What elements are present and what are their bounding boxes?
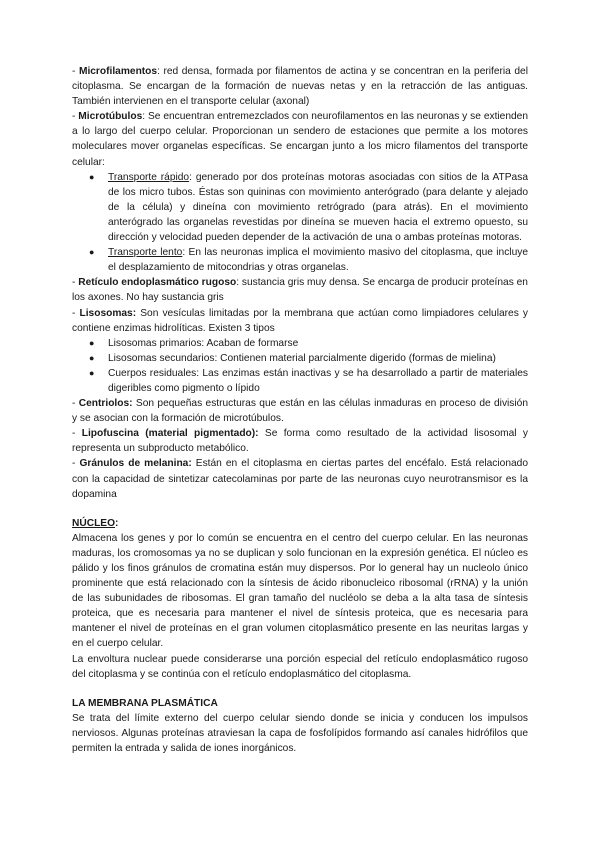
microfilamentos-term: Microfilamentos xyxy=(78,66,158,77)
membrana-heading: LA MEMBRANA PLASMÁTICA xyxy=(72,697,218,709)
bullet-icon: ● xyxy=(89,247,95,258)
lisosomas-list xyxy=(72,336,528,396)
bullet-icon: ● xyxy=(89,352,95,363)
bullet-icon: ● xyxy=(89,367,95,378)
list-item: ● Lisosomas secundarios: Contienen material parcialmente digerido (formas de mielina) xyxy=(72,351,528,366)
reticulo-term: Retículo endoplasmático rugoso xyxy=(78,277,237,289)
document-page xyxy=(72,64,528,756)
lisosomas-term: Lisosomas: xyxy=(79,307,137,319)
microtubulos-term: Microtúbulos xyxy=(78,111,143,123)
microtubulos-paragraph: - Microtúbulos: Se encuentran entremezclados con neurofilamentos en las neuronas y se extienden a lo largo del cuerpo celular. Proporcionan un sendero de estaciones que permite a los motores moleculares mover organelas específicas. Se encargan junto a los micro filamentos del transporte celular: xyxy=(72,111,528,168)
transport-list xyxy=(72,170,528,276)
bullet-icon: ● xyxy=(89,337,95,348)
list-item: ● Transporte lento: En las neuronas implica el movimiento masivo del citoplasma, que incluye el desplazamiento de mitocondrias y otras organelas. xyxy=(89,247,528,274)
membrana-paragraph: Se trata del límite externo del cuerpo celular siendo donde se inicia y conducen los impulsos nerviosos. Algunas proteínas atraviesan la capa de fosfolípidos formando así canales hidrófilos que permiten la entrada y salida de iones inorgánicos. xyxy=(72,712,528,755)
nucleo-paragraph-2: La envoltura nuclear puede considerarse una porción especial del retículo endoplasmático rugoso del citoplasma y se continúa con el retículo endoplasmático del citoplasma. xyxy=(72,653,528,680)
list-item: ● Lisosomas primarios: Acaban de formarse xyxy=(72,336,528,351)
lipofuscina-term: Lipofuscina (material pigmentado): xyxy=(81,428,259,440)
centriolos-paragraph: - Centriolos: Son pequeñas estructuras que están en las células inmaduras en proceso de división y se asocian con la formación de microtúbulos. xyxy=(72,398,528,425)
microfilamentos-paragraph: - Microfilamentos: red densa, formada por filamentos de actina y se concentran en la periferia del citoplasma. Se encargan de la formación de nuevas netas y en la retracción de las antiguas. También intervienen en el transporte celular (axonal) xyxy=(72,66,528,108)
nucleo-paragraph: Almacena los genes y por lo común se encuentra en el centro del cuerpo celular. En las neuronas maduras, los cromosomas ya no se duplican y solo funcionan en la expresión genética. El núcleo es pálido y los finos gránulos de cromatina están muy dispersos. Por lo general hay un nucleolo único prominente que está relacionado con la síntesis de ácido ribonucleico ribosomal (rRNA) y la unión de las subunidades de ribosomas. El gran tamaño del nucléolo se deba a la alta tasa de síntesis proteica, que es necesaria para mantener el nivel de síntesis proteica, que es necesaria para mantener el nivel de proteínas en el gran volumen citoplasmático presente en las neuritas largas y en el cuerpo celular. xyxy=(72,532,528,650)
nucleo-heading: NÚCLEO: xyxy=(72,517,119,529)
lisosomas-paragraph: - Lisosomas: Son vesículas limitadas por la membrana que actúan como limpiadores celulares y contiene enzimas hidrolíticas. Existen 3 tipos xyxy=(72,307,528,334)
melanina-term: Gránulos de melanina: xyxy=(79,458,192,470)
reticulo-paragraph: - Retículo endoplasmático rugoso: sustancia gris muy densa. Se encarga de producir proteínas en los axones. No hay sustancia gris xyxy=(72,277,528,304)
list-item: ● Transporte rápido: generado por dos proteínas motoras asociadas con sitios de la ATPasa de los micro tubos. Éstas son quininas con movimiento anterógrado (para delante y alejado de la célula) y dineína con movimiento retrógrado (para atrás). En el movimiento anterógrado las organelas revestidas por dineína se mueven hacia el extremo opuesto, su dirección y velocidad pueden depender de la activación de una o ambas proteínas motoras. xyxy=(89,171,528,244)
lipofuscina-paragraph: - Lipofuscina (material pigmentado): Se forma como resultado de la actividad lisosomal y representa un subproducto metabólico. xyxy=(72,428,528,455)
bullet-icon: ● xyxy=(89,171,95,182)
centriolos-term: Centriolos: xyxy=(78,398,133,410)
list-item: ● Cuerpos residuales: Las enzimas están inactivas y se ha desarrollado a partir de materiales digeribles como pigmento o lípido xyxy=(89,367,528,394)
melanina-paragraph: - Gránulos de melanina: Están en el citoplasma en ciertas partes del encéfalo. Está relacionado con la capacidad de sintetizar catecolaminas por parte de las neuronas cuyo neurotransmisor es la dopamina xyxy=(72,458,528,500)
